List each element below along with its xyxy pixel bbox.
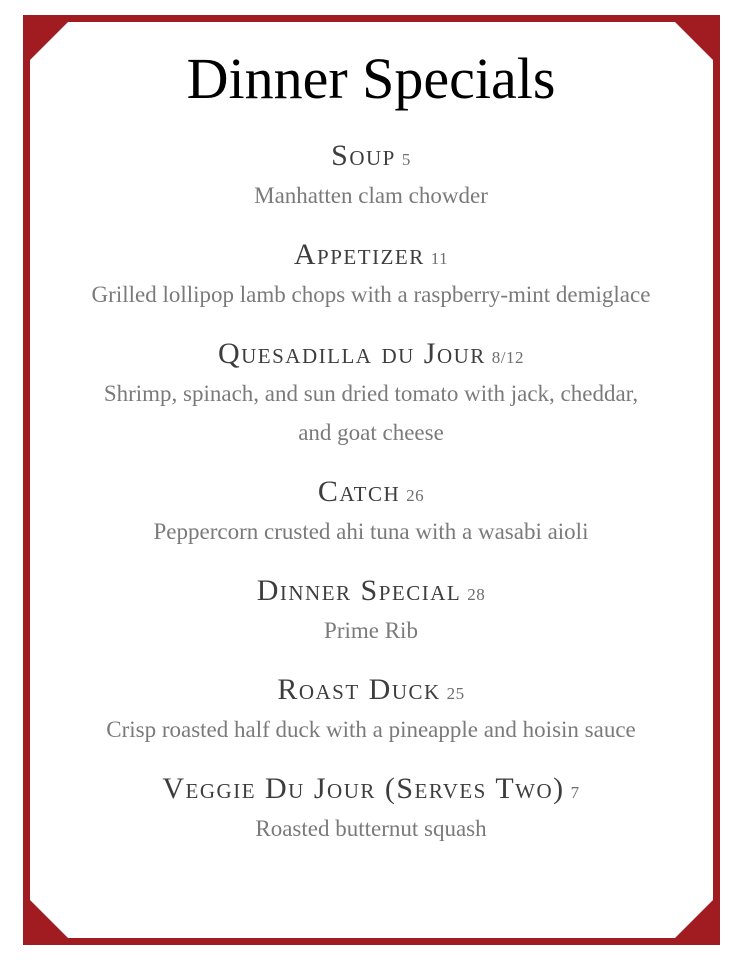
menu-item-heading	[90, 237, 652, 277]
menu-item-appetizer	[90, 237, 652, 314]
menu-item-name: Catch	[317, 475, 401, 508]
corner-ornament-bottom-right	[675, 900, 713, 938]
menu-list	[90, 138, 652, 870]
menu-item-price: 11	[430, 249, 449, 268]
menu-item-heading	[90, 771, 652, 811]
menu-item-catch	[90, 474, 652, 551]
menu-item-heading	[90, 672, 652, 712]
menu-item-heading	[90, 336, 652, 376]
menu-item-name: Soup	[331, 139, 396, 172]
menu-item-description: Peppercorn crusted ahi tuna with a wasabi aioli	[153, 519, 589, 544]
menu-item-heading	[90, 138, 652, 178]
menu-item-quesadilla	[90, 336, 652, 452]
menu-item-description: Roasted butternut squash	[255, 816, 487, 841]
menu-item-dinner-special	[90, 573, 652, 650]
menu-item-name: Appetizer	[293, 238, 425, 271]
menu-item-description: Grilled lollipop lamb chops with a raspberry-mint demiglace	[91, 282, 651, 307]
menu-item-description: Shrimp, spinach, and sun dried tomato with jack, cheddar, and goat cheese	[103, 381, 639, 445]
menu-item-price: 8/12	[491, 348, 525, 367]
menu-item-name: Dinner Special	[256, 574, 462, 607]
menu-item-price: 28	[467, 585, 486, 604]
menu-item-roast-duck	[90, 672, 652, 749]
menu-item-name: Quesadilla du Jour	[217, 337, 486, 370]
page-title: Dinner Specials	[186, 46, 556, 111]
menu-item-price: 5	[401, 150, 411, 169]
menu-item-price: 7	[570, 783, 580, 802]
menu-item-heading	[90, 474, 652, 514]
menu-item-description: Prime Rib	[324, 618, 418, 643]
corner-ornament-bottom-left	[30, 900, 68, 938]
menu-item-description: Crisp roasted half duck with a pineapple and hoisin sauce	[106, 717, 636, 742]
menu-item-price: 26	[406, 486, 425, 505]
menu-item-veggie	[90, 771, 652, 848]
menu-item-soup	[90, 138, 652, 215]
menu-item-name: Veggie Du Jour (Serves Two)	[162, 772, 565, 805]
menu-item-description: Manhatten clam chowder	[254, 183, 488, 208]
menu-item-name: Roast Duck	[277, 673, 441, 706]
menu-item-heading	[90, 573, 652, 613]
menu-item-price: 25	[446, 684, 465, 703]
